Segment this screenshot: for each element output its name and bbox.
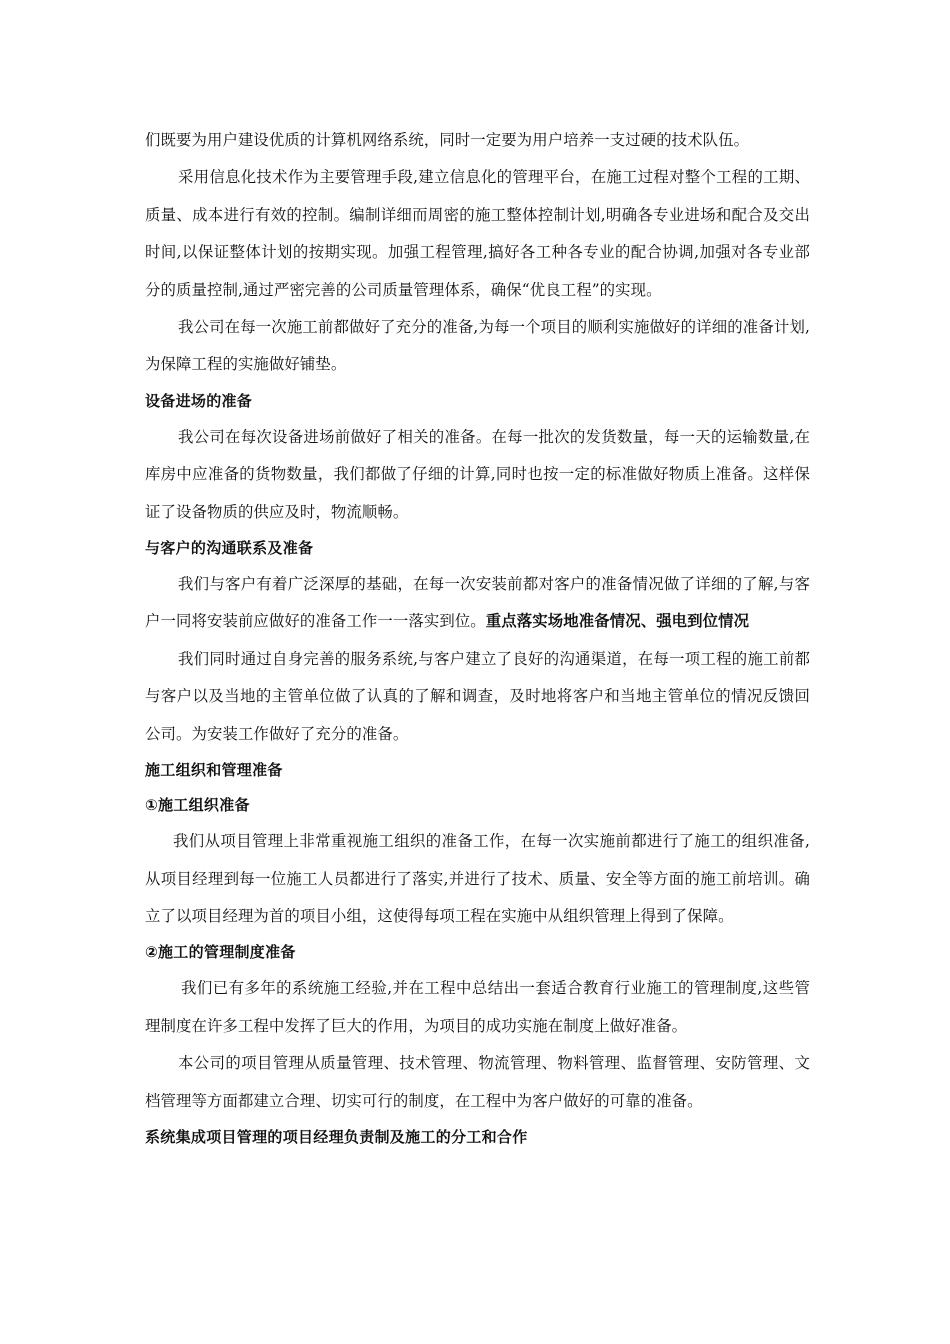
paragraph-organization-preparation: 我们从项目管理上非常重视施工组织的准备工作，在每一次实施前都进行了施工的组织准备,从项目经理到每一位施工人员都进行了落实,并进行了技术、质量、安全等方面的施工前培训。确立了以项目经理为首的项目小组，这使得每项工程在实施中从组织管理上得到了保障。 — [145, 832, 810, 925]
emphasis-site-power: 重点落实场地准备情况、强电到位情况 — [485, 612, 750, 631]
heading-organization-preparation: ①施工组织准备 — [145, 796, 250, 815]
paragraph-intro-continuation: 们既要为用户建设优质的计算机网络系统，同时一定要为用户培养一支过硬的技术队伍。 — [145, 131, 750, 149]
paragraph-customer-communication — [145, 566, 810, 641]
paragraph-management-system: 我们已有多年的系统施工经验,并在工程中总结出一套适合教育行业施工的管理制度,这些管理制度在许多工程中发挥了巨大的作用，为项目的成功实施在制度上做好准备。 — [145, 979, 810, 1035]
paragraph-customer-communication-text: 我们与客户有着广泛深厚的基础，在每一次安装前都对客户的准备情况做了详细的了解,与客户一同将安装前应做好的准备工作一一落实到位。 — [145, 575, 810, 631]
heading-project-manager-responsibility: 系统集成项目管理的项目经理负责制及施工的分工和合作 — [145, 1127, 528, 1146]
paragraph-service-system: 我们同时通过自身完善的服务系统,与客户建立了良好的沟通渠道，在每一项工程的施工前都与客户以及当地的主管单位做了认真的了解和调查，及时地将客户和当地主管单位的情况反馈回公司。为安装工作做好了充分的准备。 — [145, 649, 810, 743]
heading-construction-organization: 施工组织和管理准备 — [145, 761, 283, 780]
paragraph-preparation-plan: 我公司在每一次施工前都做好了充分的准备,为每一个项目的顺利实施做好的详细的准备计划,为保障工程的实施做好铺垫。 — [145, 318, 810, 374]
heading-management-system: ②施工的管理制度准备 — [145, 943, 296, 962]
paragraph-project-management: 本公司的项目管理从质量管理、技术管理、物流管理、物料管理、监督管理、安防管理、文档管理等方面都建立合理、切实可行的制度，在工程中为客户做好的可靠的准备。 — [145, 1054, 810, 1110]
heading-equipment-entry: 设备进场的准备 — [145, 391, 253, 410]
paragraph-information-management: 采用信息化技术作为主要管理手段,建立信息化的管理平台，在施工过程对整个工程的工期、质量、成本进行有效的控制。编制详细而周密的施工整体控制计划,明确各专业进场和配合及交出时间,以保证整体计划的按期实现。加强工程管理,搞好各工种各专业的配合协调,加强对各专业部分的质量控制,通过严密完善的公司质量管理体系，确保“优良工程”的实现。 — [145, 168, 810, 299]
heading-customer-communication: 与客户的沟通联系及准备 — [145, 539, 314, 558]
document-page — [145, 122, 810, 1155]
paragraph-equipment-entry: 我公司在每次设备进场前做好了相关的准备。在每一批次的发货数量，每一天的运输数量,在库房中应准备的货物数量，我们都做了仔细的计算,同时也按一定的标准做好物质上准备。这样保证了设备物质的供应及时，物流顺畅。 — [145, 427, 810, 521]
